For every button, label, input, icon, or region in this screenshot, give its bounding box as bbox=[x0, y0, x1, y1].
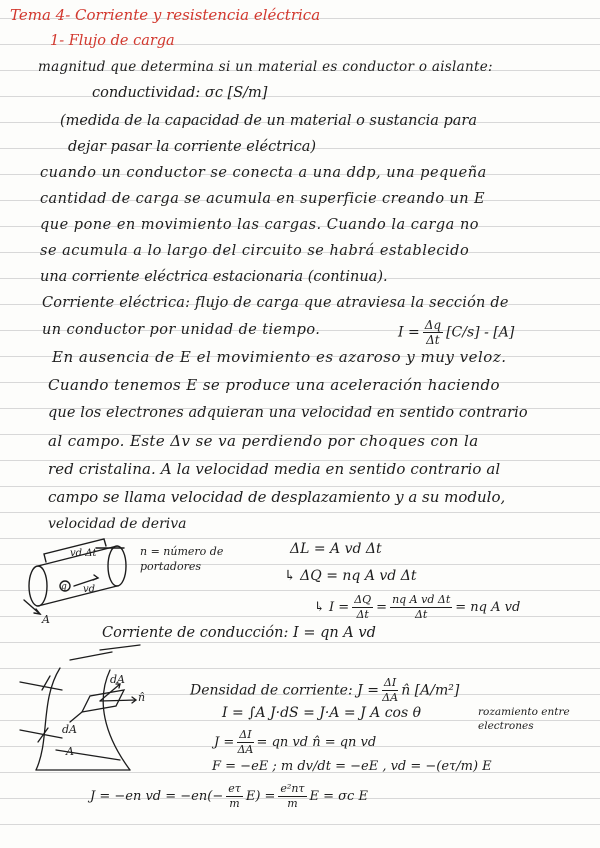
formula-conduction-current: Corriente de conducción: I = qn A vd bbox=[102, 625, 376, 641]
diagram1-label-vd-dt: vd Δt bbox=[70, 548, 97, 559]
diagram2-label-n-hat: n̂ bbox=[138, 691, 146, 704]
diagram1-label-carriers: n = número de portadores bbox=[140, 545, 224, 573]
diagram2-label-A: A bbox=[66, 745, 74, 758]
text-line: un conductor por unidad de tiempo. bbox=[42, 322, 321, 338]
diagram1-label-A: A bbox=[42, 613, 50, 626]
text-line: velocidad de deriva bbox=[48, 516, 187, 532]
text-line: conductividad: σc [S/m] bbox=[92, 85, 268, 101]
text-line: dejar pasar la corriente eléctrica) bbox=[68, 139, 317, 155]
diagram2-label-dA-vector: dA bbox=[110, 673, 125, 686]
text-line: magnitud que determina si un material es conductor o aislante: bbox=[38, 59, 493, 75]
text-line: que pone en movimiento las cargas. Cuando la carga no bbox=[40, 217, 480, 233]
text-line: red cristalina. A la velocidad media en sentido contrario al bbox=[48, 460, 501, 478]
formula-J-velocity: J = $\frac{\Delta I}{\Delta A}$ = qn vd n̂ = qn vd bbox=[214, 728, 377, 756]
diagram1-label-q: q bbox=[61, 582, 67, 592]
formula-I-expanded: ↳ I = $\frac{\Delta Q}{\Delta t}$ = $\frac{\text{nq A vd Δt}}{\Delta t}$ = nq A vd bbox=[314, 593, 521, 621]
text-line: En ausencia de E el movimiento es azaroso y muy veloz. bbox=[52, 348, 507, 366]
text-line: al campo. Este Δv se va perdiendo por choques con la bbox=[48, 432, 479, 450]
text-line: cuando un conductor se conecta a una ddp, una pequeña bbox=[40, 165, 487, 181]
text-line: una corriente eléctrica estacionaria (continua). bbox=[40, 269, 388, 285]
text-line: se acumula a lo largo del circuito se habrá establecido bbox=[40, 243, 470, 259]
diagram1-label-vd: vd bbox=[83, 584, 96, 595]
formula-current-density: Densidad de corriente: J = $\frac{\Delta I}{\Delta A}$ n̂ [A/m²] bbox=[190, 676, 460, 704]
formula-force: F = −eE ; m dv/dt = −eE , vd = −(eτ/m) E bbox=[212, 759, 492, 774]
current-definition-formula: I = $\frac{\Delta q}{\Delta t}$ [C/s] - [A] bbox=[398, 318, 515, 347]
diagram2-label-dA: dA bbox=[62, 723, 77, 736]
text-line: que los electrones adquieran una velocidad en sentido contrario bbox=[48, 405, 528, 421]
text-line: (medida de la capacidad de un material o sustancia para bbox=[60, 113, 477, 129]
formula-conductivity: J = −en vd = −en(− $\frac{e\tau}{m}$ E) = $\frac{\text{e²nτ}}{m}$ E = σc E bbox=[90, 782, 368, 810]
section-heading: 1- Flujo de carga bbox=[50, 33, 175, 49]
formula-surface-integral: I = ∫A J·dS = J·A = J A cos θ bbox=[222, 705, 422, 721]
formula-delta-L: ΔL = A vd Δt bbox=[290, 541, 382, 557]
text-line: campo se llama velocidad de desplazamiento y a su modulo, bbox=[48, 488, 506, 506]
note-electron-friction: rozamiento entre electrones bbox=[478, 706, 570, 732]
text-line: Cuando tenemos E se produce una aceleración haciendo bbox=[48, 376, 500, 394]
text-line: Corriente eléctrica: flujo de carga que atraviesa la sección de bbox=[42, 295, 509, 311]
text-line: cantidad de carga se acumula en superficie creando un E bbox=[40, 191, 485, 207]
page-title: Tema 4- Corriente y resistencia eléctrica bbox=[10, 6, 321, 24]
formula-delta-Q: ↳ ΔQ = nq A vd Δt bbox=[284, 568, 417, 584]
